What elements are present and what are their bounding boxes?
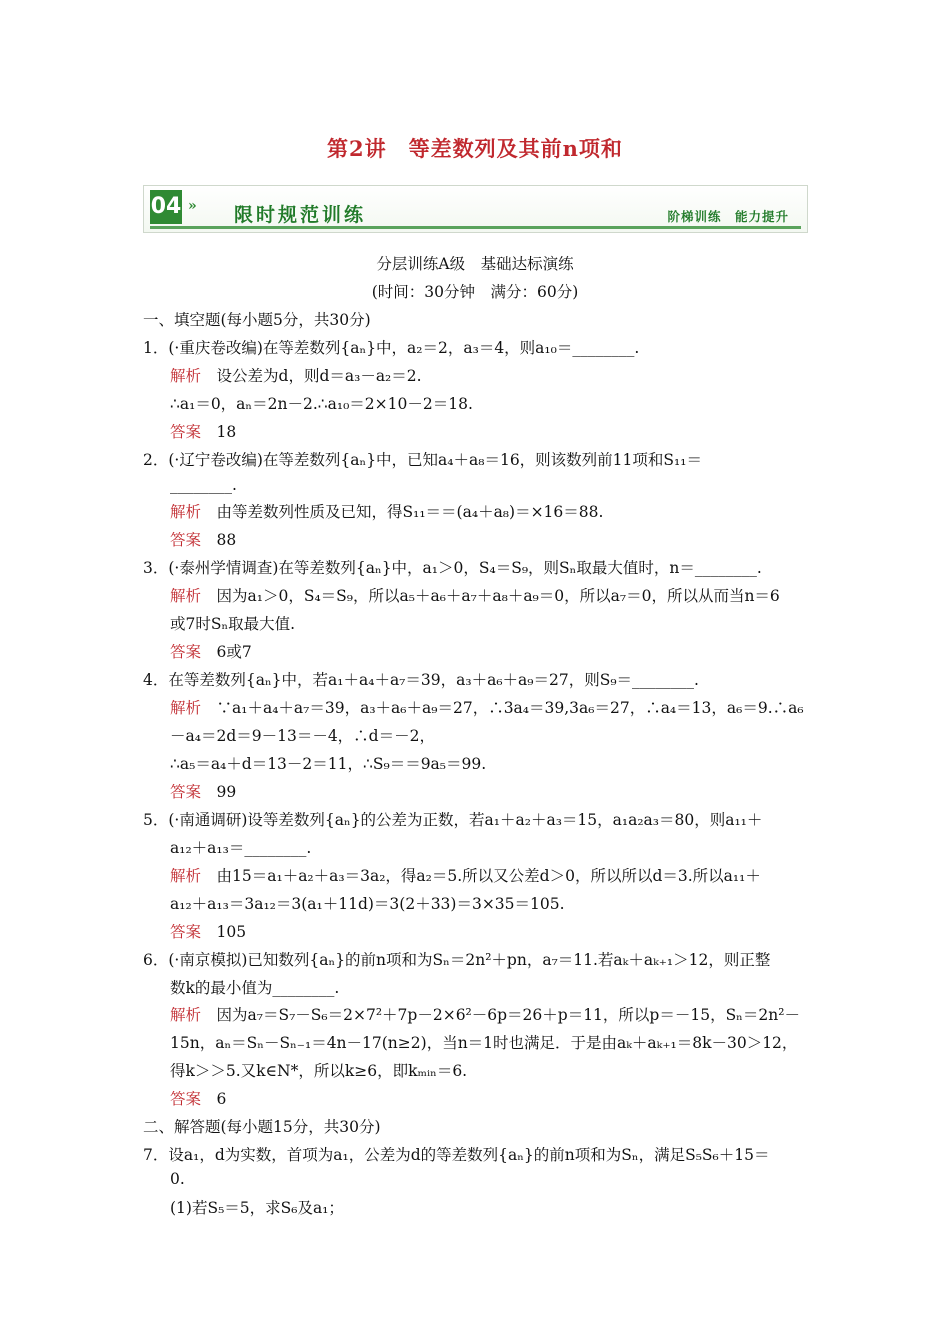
text-line bbox=[170, 392, 473, 414]
line-text: 99 bbox=[201, 783, 237, 801]
line-text: 7．设a₁，d为实数，首项为a₁，公差为d的等差数列{aₙ}的前n项和为Sₙ，满足S₅S₆＋15＝ bbox=[143, 1146, 770, 1164]
banner-slogan: 阶梯训练 能力提升 bbox=[667, 209, 789, 224]
page-title: 第2讲 等差数列及其前n项和 bbox=[327, 136, 623, 161]
solution-line bbox=[170, 640, 252, 662]
answer-label: 答案 bbox=[170, 923, 202, 941]
text-line bbox=[170, 1031, 797, 1053]
text-line bbox=[170, 892, 565, 914]
line-text: 或7时Sₙ取最大值. bbox=[170, 615, 296, 633]
analysis-label: 解析 bbox=[170, 699, 202, 717]
line-text: 4．在等差数列{aₙ}中，若a₁＋a₄＋a₇＝39，a₃＋a₆＋a₉＝27，则S₉＝________. bbox=[143, 671, 699, 689]
solution-line bbox=[170, 780, 236, 802]
line-text: 0. bbox=[170, 1170, 185, 1188]
text-line bbox=[170, 976, 339, 998]
answer-label: 答案 bbox=[170, 1090, 202, 1108]
line-text: 得k＞＞5.又k∈N*，所以k≥6，即kₘᵢₙ＝6. bbox=[170, 1062, 468, 1080]
text-line bbox=[170, 1170, 185, 1188]
analysis-label: 解析 bbox=[170, 503, 202, 521]
line-text: ∴a₅＝a₄＋d＝13－2＝11，∴S₉＝＝9a₅＝99. bbox=[170, 755, 487, 773]
line-text: ∵a₁＋a₄＋a₇＝39，a₃＋a₆＋a₉＝27，∴3a₄＝39,3a₆＝27，∴a₄＝13，a₆＝9.∴a₆ bbox=[201, 699, 804, 717]
text-line bbox=[143, 448, 702, 470]
line-text: 5．(·南通调研)设等差数列{aₙ}的公差为正数，若a₁＋a₂＋a₃＝15，a₁a₂a₃＝80，则a₁₁＋ bbox=[143, 811, 763, 829]
line-text: 二、解答题(每小题15分，共30分) bbox=[143, 1118, 381, 1136]
line-text: 105 bbox=[201, 923, 247, 941]
analysis-label: 解析 bbox=[170, 1006, 202, 1024]
line-text: 因为a₁＞0，S₄＝S₉，所以a₅＋a₆＋a₇＋a₈＋a₉＝0，所以a₇＝0，所以从而当n＝6 bbox=[201, 587, 780, 605]
analysis-label: 解析 bbox=[170, 587, 202, 605]
text-line bbox=[170, 1059, 467, 1081]
text-line bbox=[143, 1143, 769, 1165]
text-line bbox=[143, 668, 699, 690]
text-line bbox=[170, 612, 295, 634]
line-text: 6或7 bbox=[201, 643, 252, 661]
line-text: a₁₂＋a₁₃＝________. bbox=[170, 839, 312, 857]
answer-label: 答案 bbox=[170, 643, 202, 661]
text-line bbox=[143, 336, 639, 358]
line-text: 由15＝a₁＋a₂＋a₃＝3a₂，得a₂＝5.所以又公差d＞0，所以所以d＝3.所以a₁₁＋ bbox=[201, 867, 761, 885]
banner-number: 04 bbox=[150, 190, 182, 224]
text-line bbox=[143, 308, 371, 330]
solution-line bbox=[170, 864, 761, 886]
text-line bbox=[170, 724, 435, 746]
line-text: 数k的最小值为________. bbox=[170, 979, 340, 997]
solution-line bbox=[170, 500, 603, 522]
time-info: (时间：30分钟 满分：60分) bbox=[371, 283, 579, 301]
text-line bbox=[170, 752, 486, 774]
line-text: 因为a₇＝S₇－S₆＝2×7²＋7p－2×6²－6p＝26＋p＝11，所以p＝－15，Sₙ＝2n²－ bbox=[201, 1006, 800, 1024]
line-text: 3．(·泰州学情调查)在等差数列{aₙ}中，a₁＞0，S₄＝S₉，则Sₙ取最大值时，n＝________. bbox=[143, 559, 762, 577]
line-text: 一、填空题(每小题5分，共30分) bbox=[143, 311, 371, 329]
line-text: 设公差为d，则d＝a₃－a₂＝2. bbox=[201, 367, 422, 385]
answer-label: 答案 bbox=[170, 783, 202, 801]
solution-line bbox=[170, 584, 780, 606]
line-text: ∴a₁＝0，aₙ＝2n－2.∴a₁₀＝2×10－2＝18. bbox=[170, 395, 473, 413]
solution-line bbox=[170, 920, 246, 942]
line-text: 6 bbox=[201, 1090, 227, 1108]
section-banner bbox=[143, 185, 808, 233]
solution-line bbox=[170, 1087, 226, 1109]
line-text: 2．(·辽宁卷改编)在等差数列{aₙ}中，已知a₄＋a₈＝16，则该数列前11项和S₁₁＝ bbox=[143, 451, 702, 469]
line-text: 1．(·重庆卷改编)在等差数列{aₙ}中，a₂＝2，a₃＝4，则a₁₀＝________. bbox=[143, 339, 640, 357]
line-text: －a₄＝2d＝9－13＝－4，∴d＝－2， bbox=[170, 727, 435, 745]
line-text: 88 bbox=[201, 531, 237, 549]
line-text: 由等差数列性质及已知，得S₁₁＝＝(a₄＋a₈)＝×16＝88. bbox=[201, 503, 604, 521]
text-line bbox=[170, 836, 311, 858]
text-line bbox=[143, 556, 762, 578]
solution-line bbox=[170, 1003, 800, 1025]
answer-label: 答案 bbox=[170, 423, 202, 441]
line-text: 18 bbox=[201, 423, 237, 441]
text-line bbox=[170, 1196, 344, 1218]
solution-line bbox=[170, 364, 422, 386]
analysis-label: 解析 bbox=[170, 867, 202, 885]
text-line bbox=[143, 948, 770, 970]
banner-underline bbox=[150, 226, 801, 229]
double-chevron-icon: » bbox=[188, 198, 197, 214]
line-text: 6．(·南京模拟)已知数列{aₙ}的前n项和为Sₙ＝2n²＋pn，a₇＝11.若aₖ＋aₖ₊₁＞12，则正整 bbox=[143, 951, 771, 969]
banner-title: 限时规范训练 bbox=[234, 204, 367, 226]
line-text: (1)若S₅＝5，求S₆及a₁； bbox=[170, 1199, 344, 1217]
solution-line bbox=[170, 528, 236, 550]
analysis-label: 解析 bbox=[170, 367, 202, 385]
line-text: ________. bbox=[170, 476, 237, 494]
text-line bbox=[143, 808, 762, 830]
solution-line bbox=[170, 420, 236, 442]
line-text: a₁₂＋a₁₃＝3a₁₂＝3(a₁＋11d)＝3(2＋33)＝3×35＝105. bbox=[170, 895, 565, 913]
solution-line bbox=[170, 696, 804, 718]
subtitle: 分层训练A级 基础达标演练 bbox=[376, 255, 574, 273]
text-line bbox=[170, 476, 237, 494]
text-line bbox=[143, 1115, 381, 1137]
answer-label: 答案 bbox=[170, 531, 202, 549]
line-text: 15n，aₙ＝Sₙ－Sₙ₋₁＝4n－17(n≥2)，当n＝1时也满足．于是由aₖ＋aₖ₊₁＝8k－30＞12， bbox=[170, 1034, 798, 1052]
